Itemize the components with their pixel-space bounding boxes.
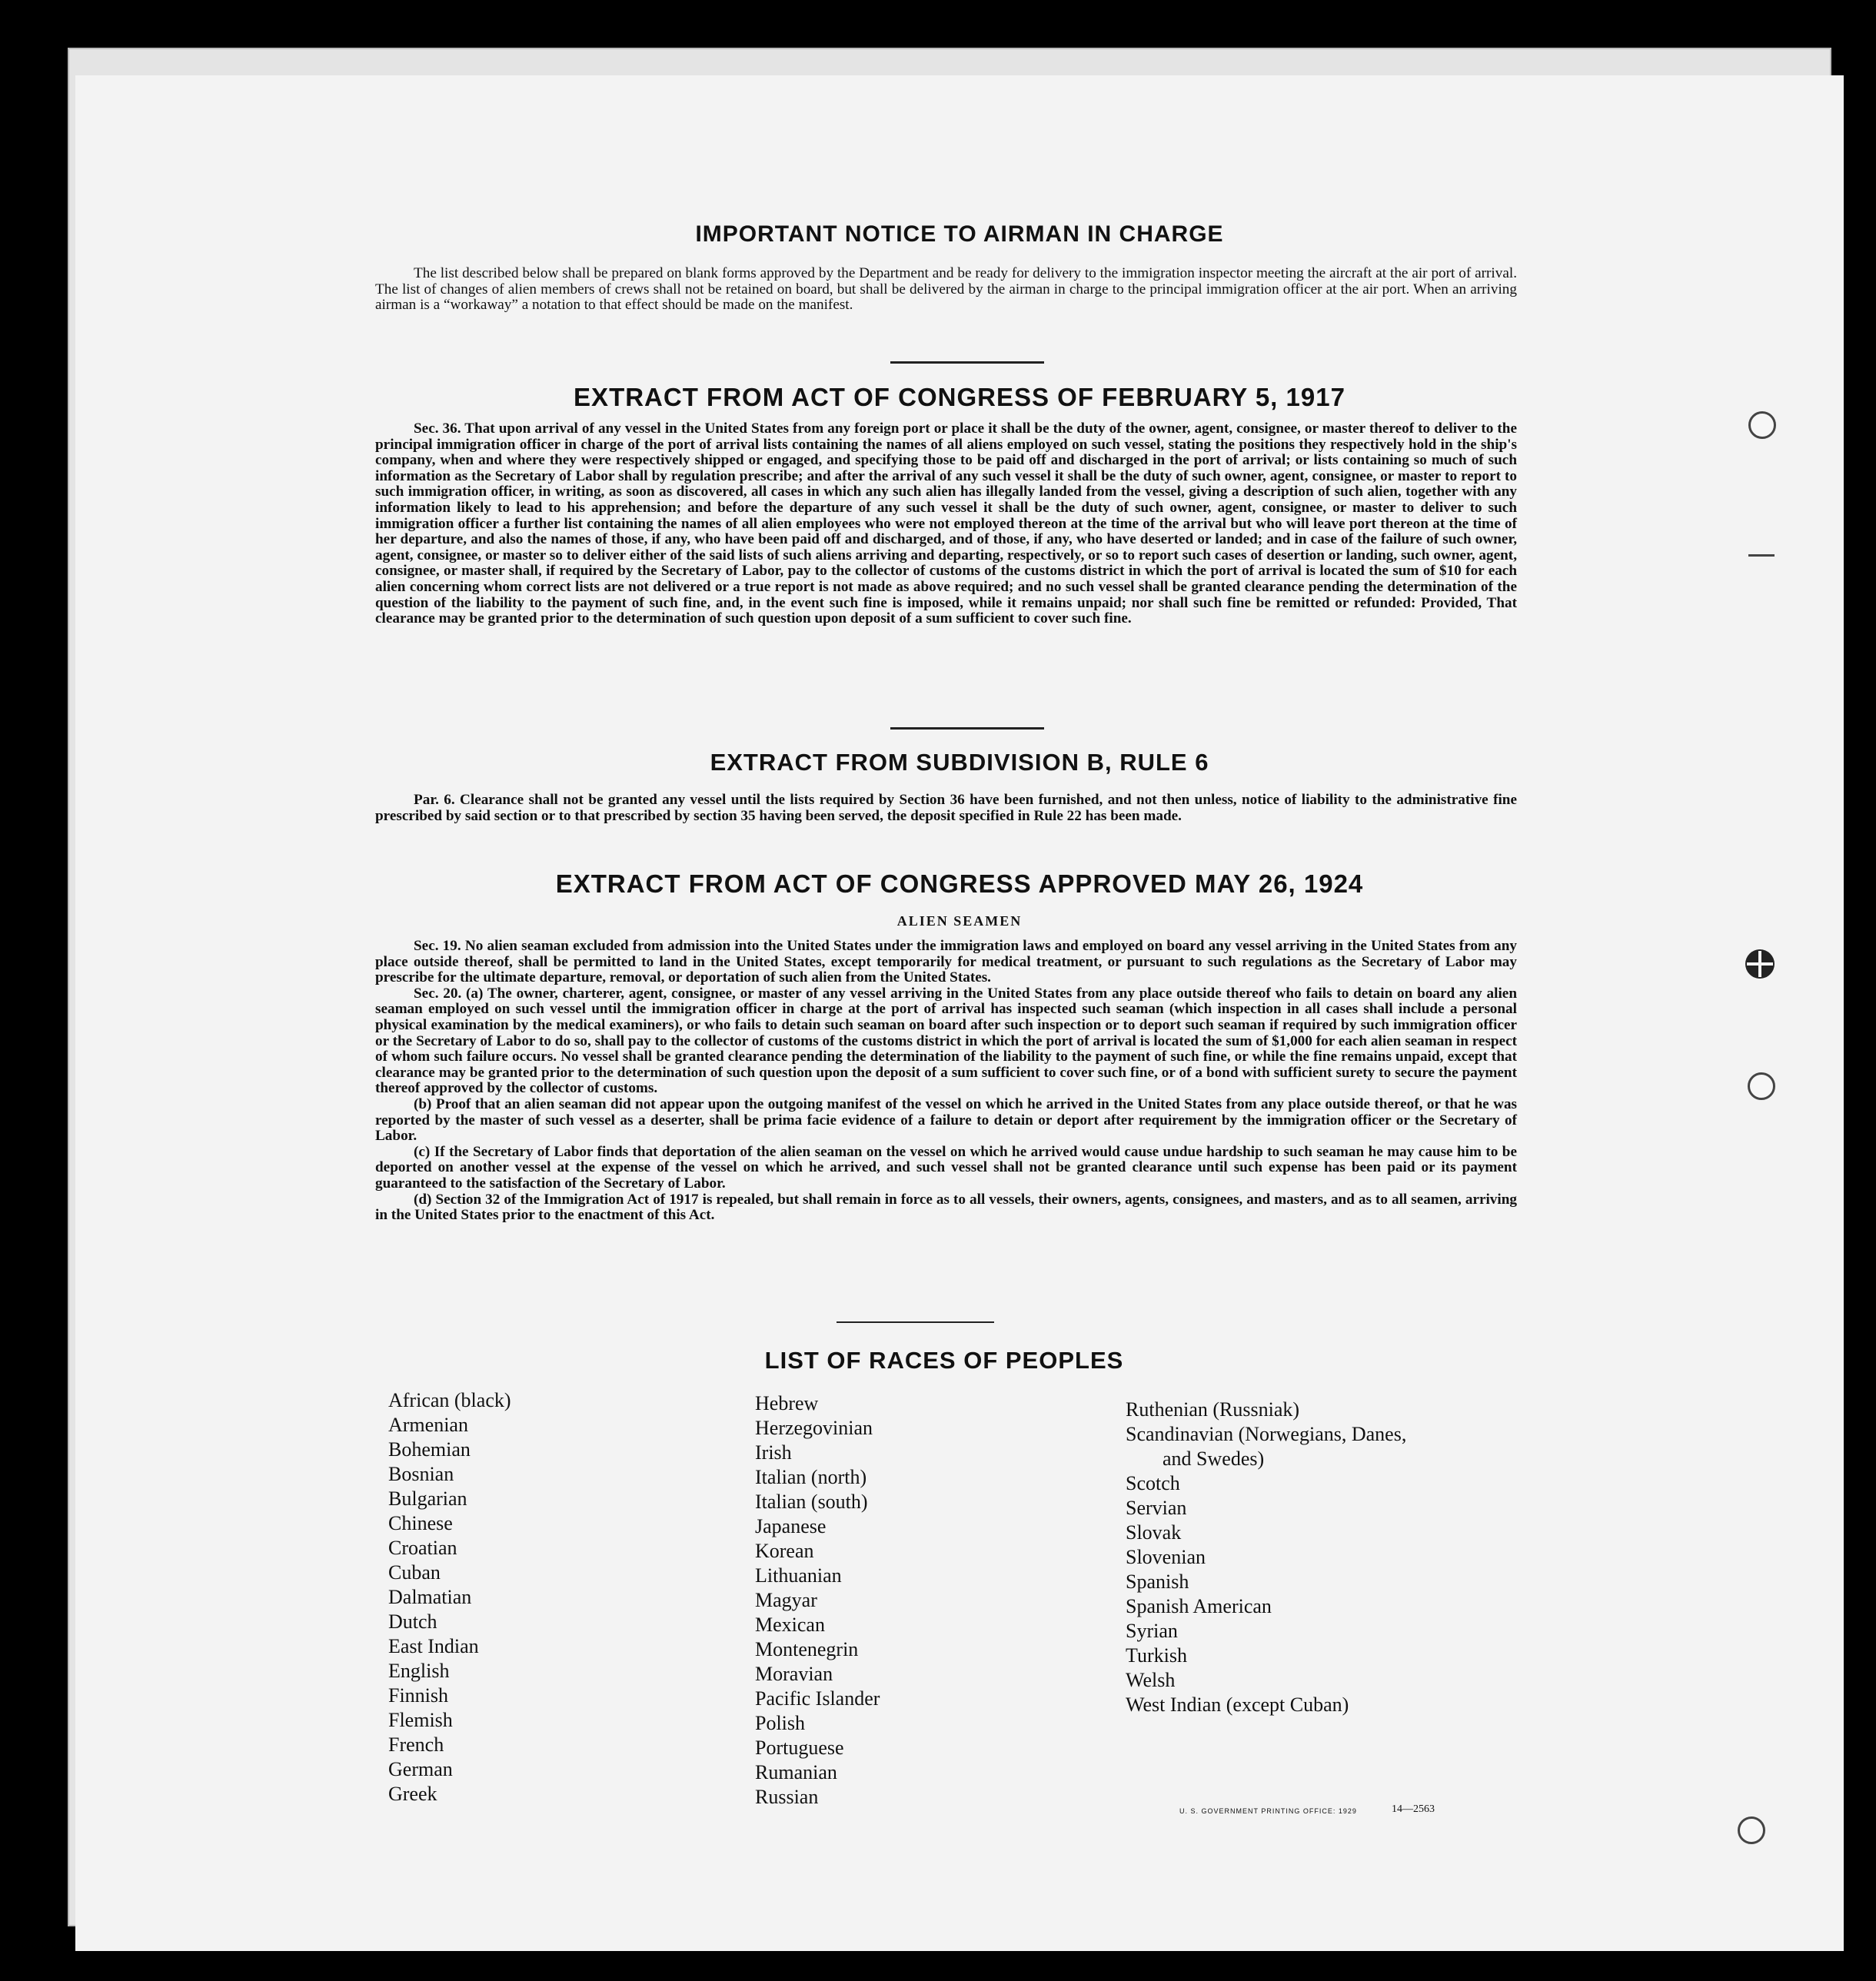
list-item: English (388, 1660, 450, 1682)
list-item: Moravian (755, 1663, 833, 1685)
printer-imprint: U. S. GOVERNMENT PRINTING OFFICE: 1929 (1179, 1807, 1357, 1815)
notice-title: IMPORTANT NOTICE TO AIRMAN IN CHARGE (695, 221, 1224, 247)
list-item: Armenian (388, 1414, 468, 1436)
list-item: Pacific Islander (755, 1687, 880, 1710)
sec-20b-paragraph: (b) Proof that an alien seaman did not appear upon the outgoing manifest of the vessel on which he arrived in the United States from any place outside thereof, or that he was reported by the master of such vessel as a deserter, shall be prima facie evidence of a failure to detain or deport after requirement by the immigration officer or the Secretary of Labor. (375, 1095, 1517, 1145)
list-item: Welsh (1126, 1669, 1176, 1691)
list-item: Syrian (1126, 1620, 1178, 1642)
list-item: Greek (388, 1783, 437, 1805)
list-item: Bohemian (388, 1438, 471, 1461)
list-item: Spanish American (1126, 1595, 1272, 1617)
divider (837, 1321, 994, 1323)
races-column-3 (1126, 1398, 1406, 1717)
list-item: Bulgarian (388, 1487, 467, 1510)
list-item: Bosnian (388, 1463, 454, 1485)
sec-20d-paragraph: (d) Section 32 of the Immigration Act of 1917 is repealed, but shall remain in force as to all vessels, their owners, agents, consignees, and masters, and as to all seamen, arriving in the United States prior to the enactment of this Act. (375, 1191, 1517, 1224)
list-item: Slovenian (1126, 1546, 1206, 1568)
list-item: Scandinavian (Norwegians, Danes, (1126, 1423, 1407, 1445)
divider (890, 361, 1044, 364)
list-item: French (388, 1733, 444, 1756)
list-item: German (388, 1758, 453, 1780)
punch-hole-icon (1748, 411, 1776, 439)
list-item: Rumanian (755, 1761, 837, 1783)
document-page (75, 75, 1844, 1951)
list-item: Croatian (388, 1537, 457, 1559)
par-6-paragraph: Par. 6. Clearance shall not be granted any vessel until the lists required by Section 36 have been furnished, and not then unless, notice of liability to the administrative fine prescribed by said section or to that prescribed by section 35 having been served, the deposit specified in Rule 22 has been made. (375, 792, 1517, 824)
list-item: Chinese (388, 1512, 453, 1534)
list-item: Spanish (1126, 1571, 1189, 1593)
list-item: Lithuanian (755, 1564, 842, 1587)
list-item: Dutch (388, 1610, 437, 1633)
list-item: Hebrew (755, 1392, 819, 1414)
list-item: Korean (755, 1540, 814, 1562)
list-item: Scotch (1126, 1472, 1180, 1494)
list-item: Italian (south) (755, 1491, 868, 1513)
list-item: Finnish (388, 1684, 449, 1707)
punch-mark-icon (1748, 554, 1775, 557)
list-item: East Indian (388, 1635, 479, 1657)
act-1924-text (375, 939, 1517, 1224)
list-item: Russian (755, 1786, 819, 1808)
form-number: 14—2563 (1392, 1803, 1435, 1815)
races-column-1 (388, 1388, 511, 1806)
races-column-2 (755, 1391, 880, 1810)
rule-6-title: EXTRACT FROM SUBDIVISION B, RULE 6 (710, 749, 1209, 776)
list-item: Cuban (388, 1561, 441, 1584)
list-item: Portuguese (755, 1737, 844, 1759)
punch-hole-icon (1745, 949, 1775, 979)
list-item: Irish (755, 1441, 792, 1464)
list-item: Ruthenian (Russniak) (1126, 1398, 1300, 1421)
list-item: Herzegovinian (755, 1417, 873, 1439)
list-item: African (black) (388, 1389, 511, 1411)
races-title: LIST OF RACES OF PEOPLES (764, 1347, 1124, 1374)
punch-hole-icon (1738, 1816, 1765, 1844)
list-item: Turkish (1126, 1644, 1187, 1667)
list-item: Magyar (755, 1589, 817, 1611)
act-1917-title: EXTRACT FROM ACT OF CONGRESS OF FEBRUARY 5, 1917 (574, 383, 1345, 411)
sec-36-paragraph: Sec. 36. That upon arrival of any vessel in the United States from any foreign port or place it shall be the duty of the owner, agent, consignee, or master thereof to deliver to the principal immigration officer in charge of the port of arrival lists containing the names of all aliens employed on such vessel, stating the positions they respectively hold in the ship's company, when and where they were respectively shipped or engaged, and specifying those to be paid off and discharged in the port of arrival; or lists containing so much of such information as the Secretary of Labor shall by regulation prescribe; and after the arrival of any such vessel it shall be the duty of such owner, agent, consignee, or master to report to such immigration officer, in writing, as soon as discovered, all cases in which any such alien has illegally landed from the vessel, giving a description of such alien, together with any information likely to lead to his apprehension; and before the departure of any such vessel it shall be the duty of such owner, agent, consignee, or master to deliver to such immigration officer a further list containing the names of all alien employees who were not employed thereon at the time of the arrival but who will leave port thereon at the time of her departure, and also the names of those, if any, who have been paid off and discharged, and of those, if any, who have deserted or landed; and in case of the failure of such owner, agent, consignee, or master so to deliver either of the said lists of such aliens arriving and departing, respectively, or so to report such cases of desertion or landing, such owner, agent, consignee, or master shall, if required by the Secretary of Labor, pay to the collector of customs of the customs district in which the port of arrival is located the sum of $10 for each alien concerning whom correct lists are not delivered or a true report is not made as above required; and no such vessel shall be granted clearance pending the determination of the question of the liability to the payment of such fine, and, in the event such fine is imposed, while it remains unpaid; nor shall such fine be remitted or refunded: Provided, That clearance may be granted prior to the determination of such question upon deposit of a sum sufficient to cover such fine. (375, 420, 1517, 627)
act-1917-text (375, 421, 1517, 627)
list-item: Dalmatian (388, 1586, 472, 1608)
alien-seamen-subtitle: ALIEN SEAMEN (896, 913, 1023, 929)
act-1924-title: EXTRACT FROM ACT OF CONGRESS APPROVED MAY 26, 1924 (555, 869, 1364, 898)
list-item: Polish (755, 1712, 806, 1734)
list-item: Italian (north) (755, 1466, 867, 1488)
sec-20a-paragraph: Sec. 20. (a) The owner, charterer, agent, consignee, or master of any vessel arriving in the United States from any place outside thereof who fails to detain on board any alien seaman employed on such vessel until the immigration officer in charge at the port of arrival has inspected such seaman (which inspection in all cases shall include a personal physical examination by the medical examiners), or who fails to detain such seaman on board after such inspection or to deport such seaman if required by such immigration officer or the Secretary of Labor to do so, shall pay to the collector of customs of the customs district in which the port of arrival is located the sum of $1,000 for each alien seaman in respect of whom such failure occurs. No vessel shall be granted clearance pending the determination of the liability to the payment of such fine, or while the fine remains unpaid, except that clearance may be granted prior to the determination of such question upon the deposit of a sum sufficient to cover such fine, or of a bond with sufficient surety to secure the payment thereof approved by the collector of customs. (375, 985, 1517, 1097)
divider (890, 727, 1044, 730)
list-item: Mexican (755, 1614, 825, 1636)
list-item: Flemish (388, 1709, 453, 1731)
list-item: Servian (1126, 1497, 1187, 1519)
punch-hole-icon (1748, 1072, 1775, 1100)
list-item-continuation: and Swedes) (1163, 1448, 1265, 1470)
notice-text (375, 266, 1517, 314)
list-item: West Indian (except Cuban) (1126, 1693, 1349, 1716)
notice-paragraph: The list described below shall be prepared on blank forms approved by the Department and be ready for delivery to the immigration inspector meeting the aircraft at the air port of arrival. The list of changes of alien members of crews shall not be retained on board, but shall be delivered by the airman in charge to the principal immigration officer at the air port. When an arriving airman is a “workaway” a notation to that effect should be made on the manifest. (375, 265, 1517, 314)
list-item: Montenegrin (755, 1638, 859, 1660)
sec-19-paragraph: Sec. 19. No alien seaman excluded from admission into the United States under the immigration laws and employed on board any vessel arriving in the United States from any place outside thereof, shall be permitted to land in the United States, except temporarily for medical treatment, or pursuant to such regulations as the Secretary of Labor may prescribe for the ultimate departure, removal, or deportation of such alien from the United States. (375, 938, 1517, 986)
list-item: Japanese (755, 1515, 827, 1537)
rule-6-text (375, 793, 1517, 824)
sec-20c-paragraph: (c) If the Secretary of Labor finds that deportation of the alien seaman on the vessel on which he arrived would cause undue hardship to such seaman he may cause him to be deported on another vessel at the expense of the vessel on which he arrived, and such vessel shall not be granted clearance until such expense has been paid or its payment guaranteed to the satisfaction of the Secretary of Labor. (375, 1143, 1517, 1192)
list-item: Slovak (1126, 1521, 1182, 1544)
